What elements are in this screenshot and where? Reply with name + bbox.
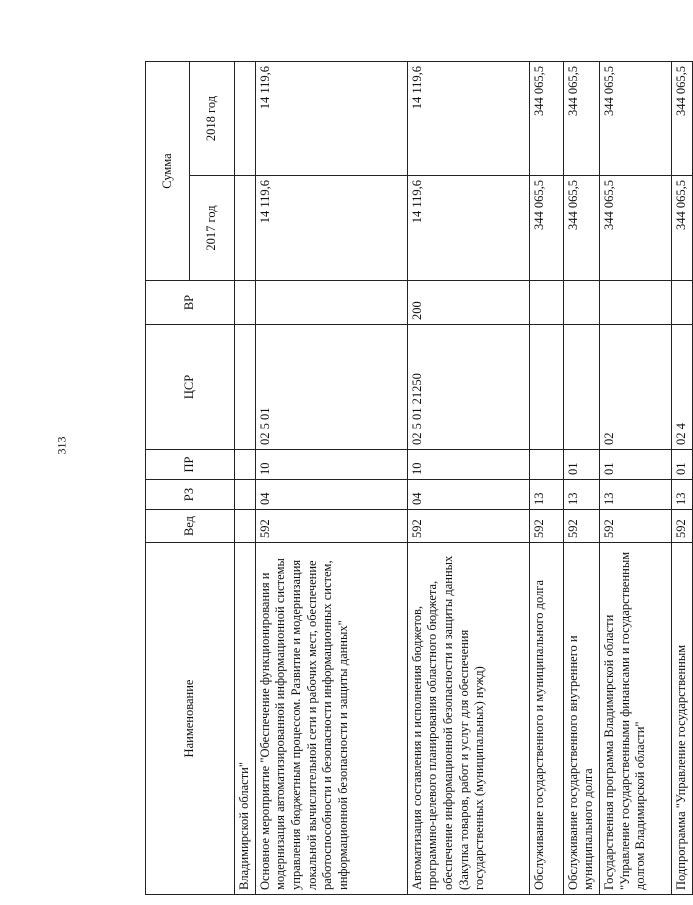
header-pr: ПР [146,450,235,480]
row-vr [563,281,599,325]
row-2018: 14 119,6 [255,62,407,176]
row-2017 [235,176,256,281]
row-pr: 10 [407,450,529,480]
row-csr [529,325,563,450]
row-2018: 344 065,5 [671,62,692,176]
header-name: Наименование [146,543,235,895]
row-csr [235,325,256,450]
row-rz: 13 [599,480,671,510]
row-vr: 200 [407,281,529,325]
table-row [407,62,529,895]
row-ved: 592 [255,510,407,543]
header-rz: РЗ [146,480,235,510]
row-csr [563,325,599,450]
budget-table-sheet [145,62,688,895]
row-ved: 592 [599,510,671,543]
row-2017: 344 065,5 [529,176,563,281]
table-row [529,62,563,895]
row-2017: 344 065,5 [671,176,692,281]
row-name: Основное мероприятие "Обеспечение функционирования и модернизация автоматизированной информационной системы управления бюджетным процессом. Развитие и модернизация локальной вычислительной сети и рабочих мест, обеспечение работоспособности и безопасности информационных систем, информационной безопасности и защиты данных" [255,543,407,895]
row-rz [235,480,256,510]
header-ved: Вед [146,510,235,543]
row-vr [529,281,563,325]
row-vr [599,281,671,325]
row-ved: 592 [671,510,692,543]
row-csr: 02 [599,325,671,450]
row-pr: 01 [671,450,692,480]
row-ved [235,510,256,543]
row-rz: 13 [563,480,599,510]
row-2018: 14 119,6 [407,62,529,176]
row-2017: 14 119,6 [407,176,529,281]
row-pr [529,450,563,480]
page-number: 313 [54,436,69,455]
row-pr: 01 [599,450,671,480]
row-csr: 02 4 [671,325,692,450]
row-name: Владимирской области" [235,543,256,895]
header-2017: 2017 год [190,176,235,281]
row-ved: 592 [407,510,529,543]
row-2018 [235,62,256,176]
row-rz: 13 [529,480,563,510]
row-csr: 02 5 01 21250 [407,325,529,450]
table-row [671,62,692,895]
row-2018: 344 065,5 [529,62,563,176]
table-row [255,62,407,895]
row-2017: 344 065,5 [563,176,599,281]
row-2017: 14 119,6 [255,176,407,281]
row-rz: 04 [407,480,529,510]
row-name: Обслуживание государственного внутреннего и муниципального долга [563,543,599,895]
table-row [599,62,671,895]
header-2018: 2018 год [190,62,235,176]
row-name: Автоматизация составления и исполнения бюджетов, программно-целевого планирования областного бюджета, обеспечение информационной безопасности и защиты данных (Закупка товаров, работ и услуг для обеспечения государственных (муниципальных) нужд) [407,543,529,895]
row-ved: 592 [529,510,563,543]
row-2017: 344 065,5 [599,176,671,281]
header-csr: ЦСР [146,325,235,450]
row-csr: 02 5 01 [255,325,407,450]
row-vr [235,281,256,325]
row-vr [255,281,407,325]
row-ved: 592 [563,510,599,543]
row-pr [235,450,256,480]
row-2018: 344 065,5 [599,62,671,176]
row-vr [671,281,692,325]
budget-table [145,61,693,895]
row-pr: 10 [255,450,407,480]
row-rz: 13 [671,480,692,510]
table-row [235,62,256,895]
row-2018: 344 065,5 [563,62,599,176]
header-summa: Сумма [146,62,190,281]
row-name: Подпрограмма "Управление государственным [671,543,692,895]
row-rz: 04 [255,480,407,510]
header-vr: ВР [146,281,235,325]
row-name: Государственная программа Владимирской области "Управление государственными финансами и государственным долгом Владимирской области" [599,543,671,895]
row-name: Обслуживание государственного и муниципального долга [529,543,563,895]
table-row [563,62,599,895]
row-pr: 01 [563,450,599,480]
